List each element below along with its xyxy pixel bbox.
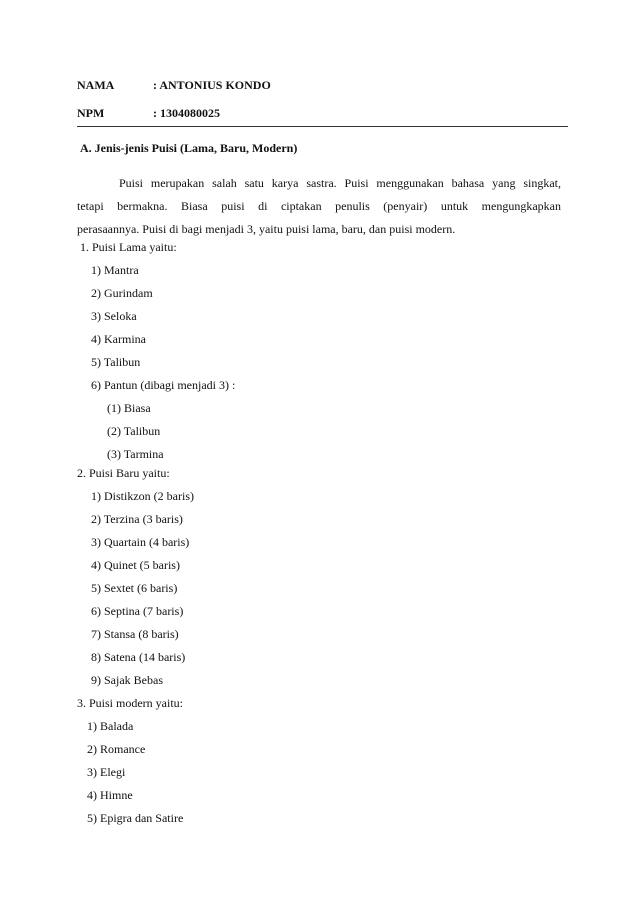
paragraph-line: Puisi merupakan salah satu karya sastra. Puisi menggunakan bahasa yang singkat,	[119, 176, 561, 190]
list-item: 6) Pantun (dibagi menjadi 3) :	[91, 378, 236, 392]
list-item: 4) Quinet (5 baris)	[91, 558, 180, 572]
npm-label: NPM	[77, 106, 105, 120]
paragraph-line: perasaannya. Puisi di bagi menjadi 3, yaitu puisi lama, baru, dan puisi modern.	[77, 222, 456, 236]
list-item: 1) Balada	[87, 719, 134, 733]
sub-list-item: (3) Tarmina	[107, 447, 164, 461]
list-item: 2) Terzina (3 baris)	[91, 512, 183, 526]
list-item: 8) Satena (14 baris)	[91, 650, 186, 664]
list-item: 5) Sextet (6 baris)	[91, 581, 178, 595]
sub-list-item: (1) Biasa	[107, 401, 151, 415]
list-item: 2) Romance	[87, 742, 146, 756]
list-heading-baru: 2. Puisi Baru yaitu:	[77, 466, 170, 480]
list-item: 2) Gurindam	[91, 286, 153, 300]
list-item: 5) Talibun	[91, 355, 141, 369]
paragraph-line: tetapi bermakna. Biasa puisi di ciptakan penulis (penyair) untuk mengungkapkan	[77, 199, 561, 213]
list-item: 4) Karmina	[91, 332, 146, 346]
npm-value: : 1304080025	[153, 106, 220, 120]
list-heading-lama: 1. Puisi Lama yaitu:	[80, 240, 177, 254]
list-item: 3) Quartain (4 baris)	[91, 535, 190, 549]
name-value: : ANTONIUS KONDO	[153, 78, 271, 92]
list-item: 7) Stansa (8 baris)	[91, 627, 179, 641]
list-item: 3) Elegi	[87, 765, 126, 779]
list-item: 1) Distikzon (2 baris)	[91, 489, 194, 503]
list-item: 9) Sajak Bebas	[91, 673, 163, 687]
header-divider	[77, 126, 568, 127]
list-item: 3) Seloka	[91, 309, 137, 323]
sub-list-item: (2) Talibun	[107, 424, 161, 438]
list-item: 4) Himne	[87, 788, 133, 802]
list-heading-modern: 3. Puisi modern yaitu:	[77, 696, 183, 710]
list-item: 1) Mantra	[91, 263, 139, 277]
name-label: NAMA	[77, 78, 115, 92]
list-item: 6) Septina (7 baris)	[91, 604, 184, 618]
section-title: A. Jenis-jenis Puisi (Lama, Baru, Modern)	[80, 141, 298, 155]
list-item: 5) Epigra dan Satire	[87, 811, 184, 825]
